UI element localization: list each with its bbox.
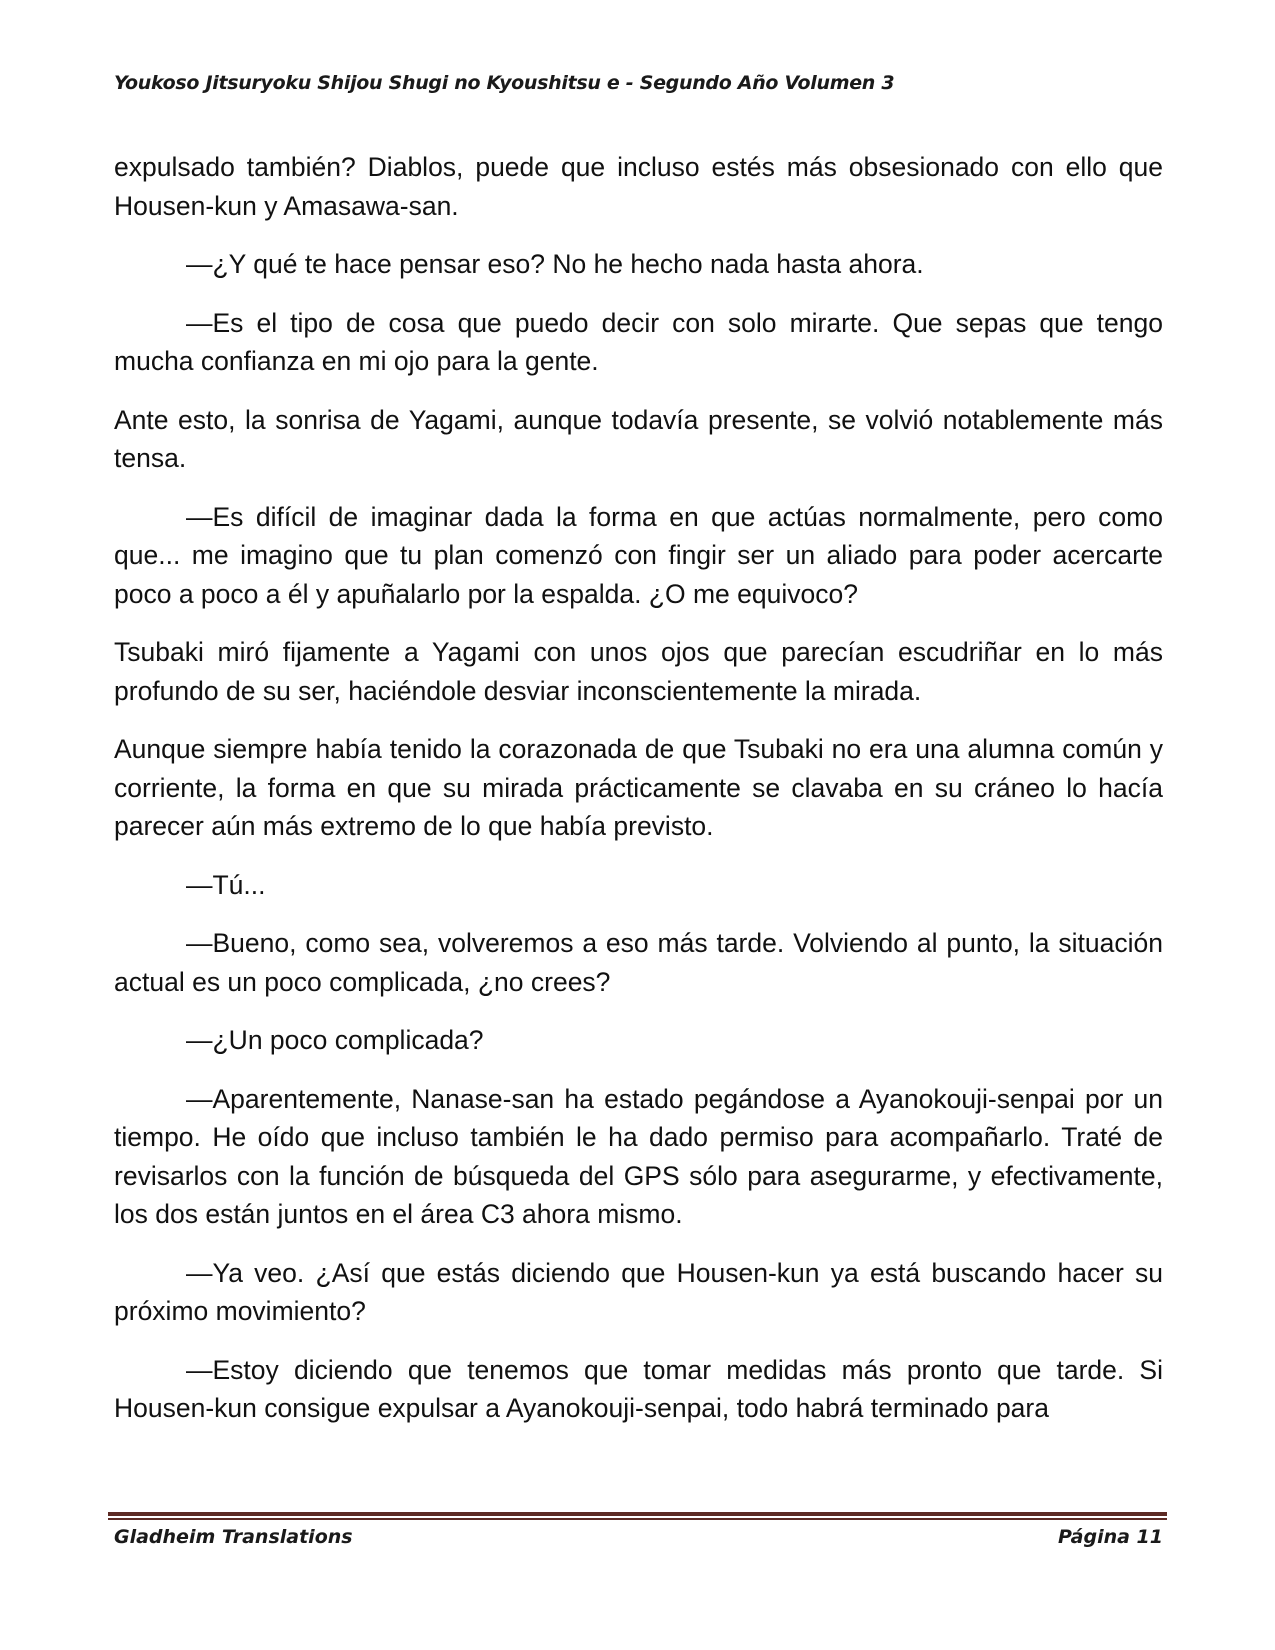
paragraph: —Estoy diciendo que tenemos que tomar medidas más pronto que tarde. Si Housen-kun consigue expulsar a Ayanokouji-senpai, todo habrá terminado para	[114, 1354, 1163, 1423]
paragraph: —Aparentemente, Nanase-san ha estado pegándose a Ayanokouji-senpai por un tiempo. He oído que incluso también le ha dado permiso para acompañarlo. Traté de revisarlos con la función de búsqueda del GPS sólo para asegurarme, y efectivamente, los dos están juntos en el área C3 ahora mismo.	[114, 1083, 1163, 1229]
footer-page-number: Página 11	[1057, 1526, 1163, 1548]
paragraph: —¿Un poco complicada?	[186, 1025, 484, 1055]
paragraph: —Es difícil de imaginar dada la forma en que actúas normalmente, pero como que... me imagino que tu plan comenzó con fingir ser un aliado para poder acercarte poco a poco a él y apuñalarlo por la espalda. ¿O me equivoco?	[114, 501, 1163, 609]
paragraph: expulsado también? Diablos, puede que incluso estés más obsesionado con ello que Housen-kun y Amasawa-san.	[114, 152, 1163, 221]
paragraph: —Es el tipo de cosa que puedo decir con solo mirarte. Que sepas que tengo mucha confianza en mi ojo para la gente.	[114, 307, 1163, 376]
page-header-title: Youkoso Jitsuryoku Shijou Shugi no Kyoushitsu e - Segundo Año Volumen 3	[114, 72, 895, 94]
body-text	[114, 148, 1163, 1448]
paragraph: Tsubaki miró fijamente a Yagami con unos ojos que parecían escudriñar en lo más profundo de su ser, haciéndole desviar inconscientemente la mirada.	[114, 637, 1163, 706]
paragraph: —Tú...	[186, 869, 266, 900]
paragraph: Ante esto, la sonrisa de Yagami, aunque todavía presente, se volvió notablemente más tensa.	[114, 404, 1163, 473]
footer-divider-thin	[108, 1518, 1167, 1520]
paragraph: Aunque siempre había tenido la corazonada de que Tsubaki no era una alumna común y corriente, la forma en que su mirada prácticamente se clavaba en su cráneo lo hacía parecer aún más extremo de lo que había previsto.	[114, 734, 1163, 841]
paragraph: —Ya veo. ¿Así que estás diciendo que Housen-kun ya está buscando hacer su próximo movimiento?	[114, 1257, 1163, 1326]
paragraph: —Bueno, como sea, volveremos a eso más tarde. Volviendo al punto, la situación actual es un poco complicada, ¿no crees?	[114, 928, 1163, 997]
footer-divider-thick	[108, 1512, 1167, 1516]
footer-divider	[108, 1512, 1167, 1521]
paragraph: —¿Y qué te hace pensar eso? No he hecho nada hasta ahora.	[186, 249, 924, 279]
footer-publisher: Gladheim Translations	[114, 1526, 353, 1548]
